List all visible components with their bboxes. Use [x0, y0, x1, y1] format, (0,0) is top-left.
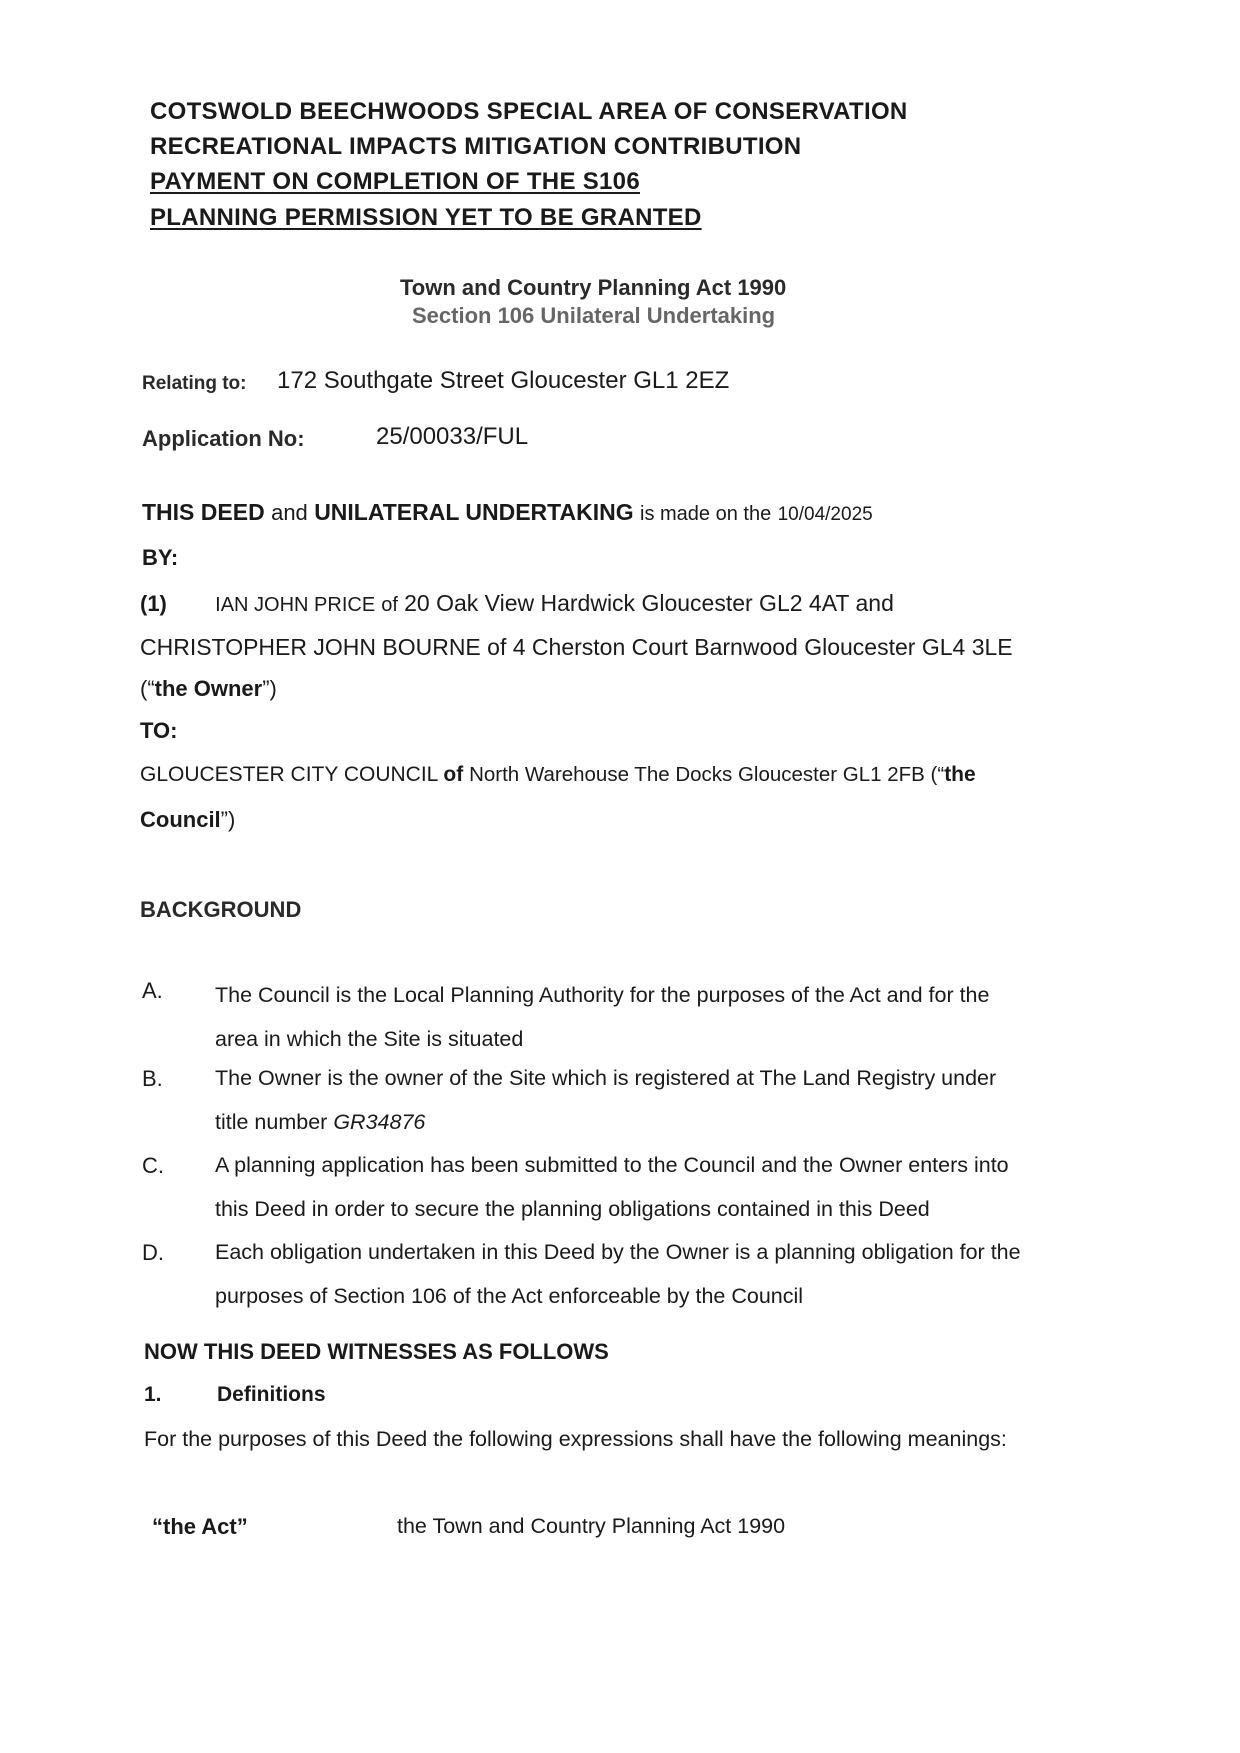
witness-heading: NOW THIS DEED WITNESSES AS FOLLOWS — [144, 1339, 609, 1364]
background-item-letter: C. — [142, 1153, 164, 1178]
application-value: 25/00033/FUL — [376, 423, 529, 450]
background-item-line: The Owner is the owner of the Site which is registered at The Land Registry under — [215, 1066, 997, 1090]
section-title: Definitions — [217, 1383, 326, 1406]
council-name: GLOUCESTER CITY COUNCIL — [140, 763, 438, 786]
background-item-letter: A. — [142, 978, 163, 1003]
owner1-address: 20 Oak View Hardwick Gloucester GL2 4AT — [404, 590, 850, 616]
owner-def-term: the Owner — [154, 676, 263, 701]
section-number: 1. — [144, 1383, 162, 1406]
relating-value: 172 Southgate Street Gloucester GL1 2EZ — [277, 367, 730, 394]
council-definition — [140, 807, 235, 833]
owner-def-open: (“ — [140, 676, 155, 701]
council-def-a: the — [944, 763, 976, 786]
background-item-line: area in which the Site is situated — [215, 1027, 524, 1051]
background-heading: BACKGROUND — [140, 897, 302, 922]
deed-and: and — [271, 500, 308, 525]
application-label: Application No: — [142, 426, 305, 451]
title-line-2: RECREATIONAL IMPACTS MITIGATION CONTRIBUTION — [150, 133, 802, 160]
title-number-label: title number — [215, 1110, 328, 1134]
definitions-intro: For the purposes of this Deed the following expressions shall have the following meanings: — [144, 1427, 1007, 1451]
deed-made-on: is made on the — [640, 503, 772, 525]
background-item-line: The Council is the Local Planning Authority for the purposes of the Act and for the — [215, 983, 990, 1007]
title-line-4: PLANNING PERMISSION YET TO BE GRANTED — [150, 204, 702, 231]
owner-def-close: ”) — [262, 676, 277, 701]
council-def-term: Council — [140, 807, 221, 832]
background-item-line: Each obligation undertaken in this Deed by the Owner is a planning obligation for the — [215, 1240, 1021, 1264]
background-item-letter: B. — [142, 1066, 163, 1091]
deed-date: 10/04/2025 — [777, 504, 873, 525]
party-number: (1) — [140, 591, 167, 616]
title-line-3: PAYMENT ON COMPLETION OF THE S106 — [150, 168, 640, 195]
definition-term: “the Act” — [152, 1514, 248, 1539]
council-def-close: ”) — [220, 807, 236, 832]
title-number-value: GR34876 — [333, 1110, 426, 1134]
deed-unilateral: UNILATERAL UNDERTAKING — [314, 499, 634, 525]
owner2-line: CHRISTOPHER JOHN BOURNE of 4 Cherston Court Barnwood Gloucester GL4 3LE — [140, 634, 1013, 660]
background-item-line: A planning application has been submitted to the Council and the Owner enters into — [215, 1153, 1009, 1177]
background-item-line: this Deed in order to secure the planning obligations contained in this Deed — [215, 1197, 930, 1221]
council-address: North Warehouse The Docks Gloucester GL1 2FB (“ — [469, 763, 945, 786]
definition-meaning: the Town and Country Planning Act 1990 — [397, 1514, 786, 1538]
owner1-of: of — [381, 594, 398, 616]
act-subtitle: Section 106 Unilateral Undertaking — [412, 303, 776, 328]
party-line-1 — [140, 590, 894, 617]
title-line-1: COTSWOLD BEECHWOODS SPECIAL AREA OF CONSERVATION — [150, 98, 908, 125]
background-item-letter: D. — [142, 1240, 164, 1265]
council-line — [140, 763, 976, 787]
background-item-line — [215, 1110, 425, 1135]
deed-intro — [142, 499, 873, 526]
owner-definition — [140, 676, 277, 702]
act-title: Town and Country Planning Act 1990 — [400, 275, 787, 300]
relating-label: Relating to: — [142, 373, 247, 394]
owner1-and: and — [855, 590, 894, 616]
background-item-line: purposes of Section 106 of the Act enforceable by the Council — [215, 1284, 804, 1308]
council-of: of — [443, 763, 464, 786]
by-label: BY: — [142, 545, 179, 570]
deed-this-deed: THIS DEED — [142, 499, 265, 525]
owner1-name: IAN JOHN PRICE — [215, 594, 376, 616]
to-label: TO: — [140, 718, 178, 743]
